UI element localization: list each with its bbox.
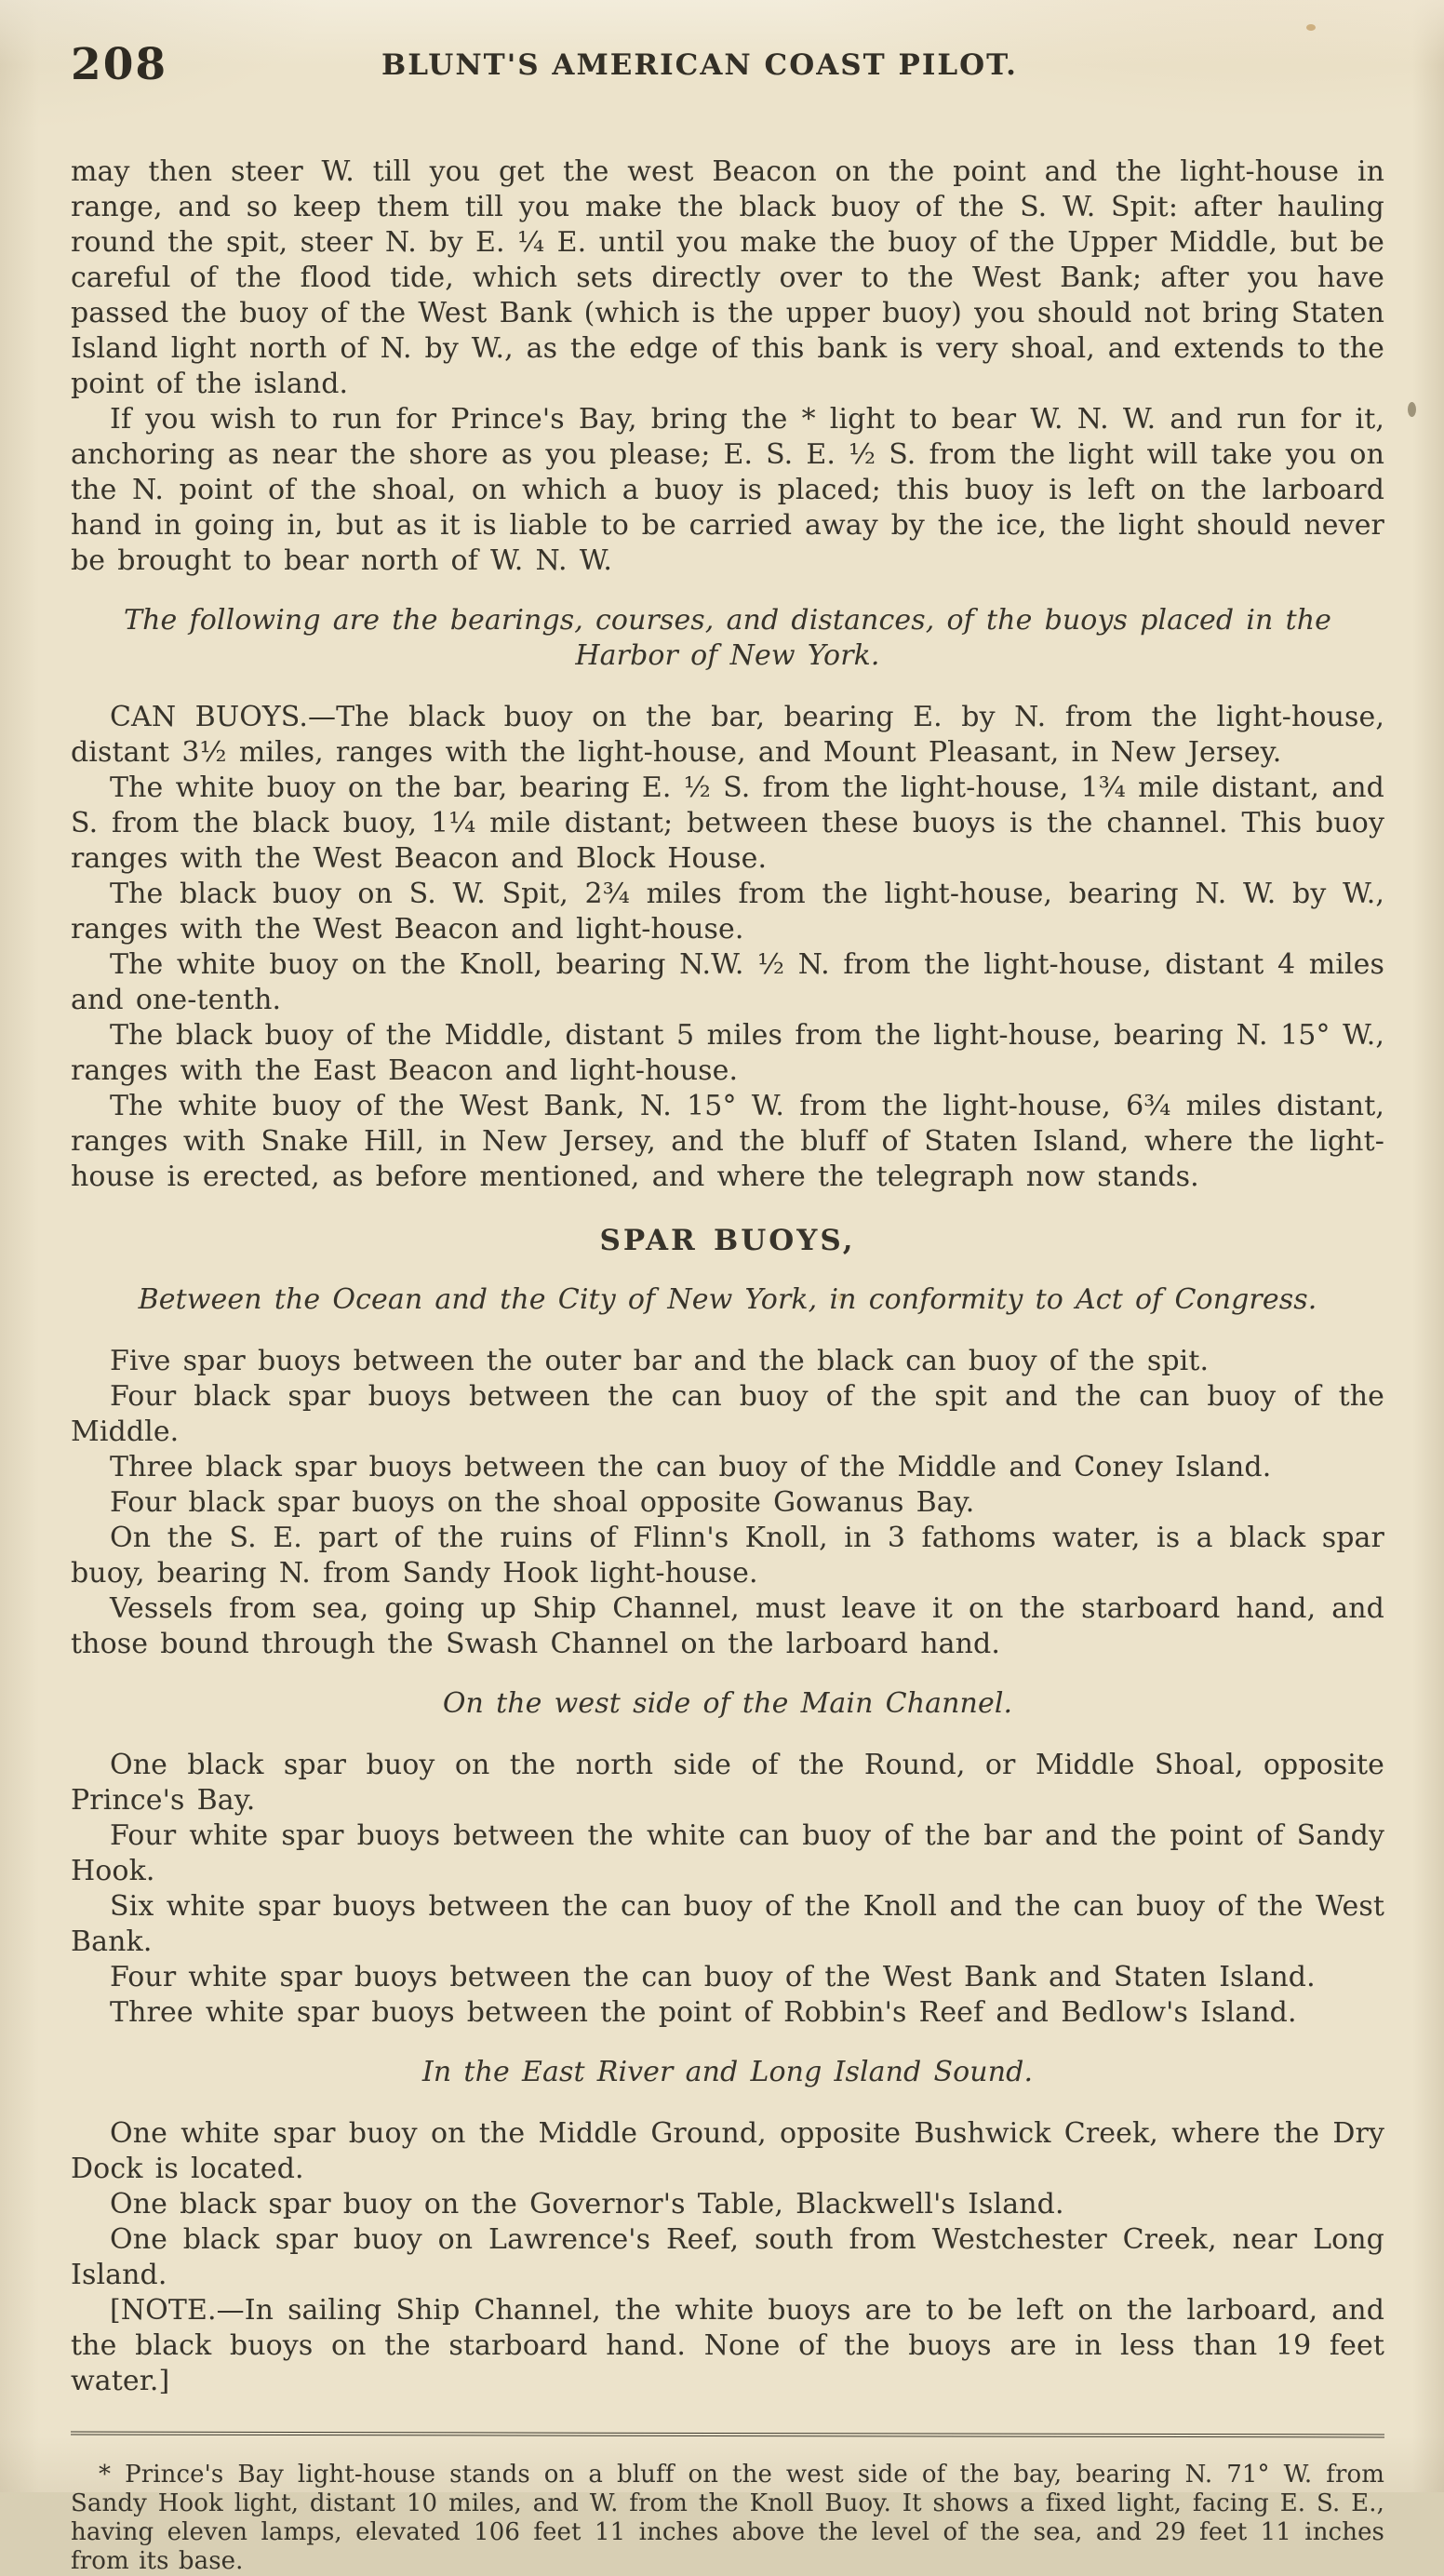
paragraph: Six white spar buoys between the can buoy of the Knoll and the can buoy of the West Bank. <box>71 1890 1384 1958</box>
subsection-heading: Between the Ocean and the City of New York, in conformity to Act of Congress. <box>138 1283 1317 1316</box>
paragraph: Four black spar buoys on the shoal opposite Gowanus Bay. <box>110 1486 975 1519</box>
paragraph: may then steer W. till you get the west Beacon on the point and the light-house in range, and so keep them till you make the black buoy of the S. W. Spit: after hauling round the spit, steer N. by E. ¼ E. until you make the buoy of the Upper Middle, but be careful of the flood tide, which sets directly over to the West Bank; after you have passed the buoy of the West Bank (which is the upper buoy) you should not bring Staten Island light north of N. by W., as the edge of this bank is very shoal, and extends to the point of the island. <box>71 155 1384 400</box>
page-header <box>71 37 1384 95</box>
paragraph: [NOTE.—In sailing Ship Channel, the white buoys are to be left on the larboard, and the black buoys on the starboard hand. None of the buoys are in less than 19 feet water.] <box>71 2294 1384 2397</box>
paragraph: One black spar buoy on the north side of the Round, or Middle Shoal, opposite Prince's Bay. <box>71 1749 1384 1817</box>
paragraph: Four white spar buoys between the can buoy of the West Bank and Staten Island. <box>110 1961 1316 1993</box>
paragraph: Four black spar buoys between the can buoy of the spit and the can buoy of the Middle. <box>71 1380 1384 1448</box>
paragraph: Three white spar buoys between the point of Robbin's Reef and Bedlow's Island. <box>110 1996 1297 2029</box>
paragraph: The white buoy on the bar, bearing E. ½ S. from the light-house, 1¾ mile distant, and S. from the black buoy, 1¼ mile distant; between these buoys is the channel. This buoy ranges with the West Beacon and Block House. <box>71 771 1384 875</box>
paper-blemish <box>1306 24 1316 31</box>
paragraph: The black buoy on S. W. Spit, 2¾ miles from the light-house, bearing N. W. by W., ranges with the West Beacon and light-house. <box>71 878 1384 946</box>
paragraph: One white spar buoy on the Middle Ground, opposite Bushwick Creek, where the Dry Dock is located. <box>71 2117 1384 2185</box>
section-heading: SPAR BUOYS, <box>599 1224 856 1257</box>
paragraph: Four white spar buoys between the white can buoy of the bar and the point of Sandy Hook. <box>71 1819 1384 1887</box>
paragraph: Vessels from sea, going up Ship Channel, must leave it on the starboard hand, and those bound through the Swash Channel on the larboard hand. <box>71 1592 1384 1660</box>
page-content <box>71 154 1384 2576</box>
paragraph: One black spar buoy on the Governor's Table, Blackwell's Island. <box>110 2188 1064 2220</box>
paragraph: If you wish to run for Prince's Bay, bring the * light to bear W. N. W. and run for it, anchoring as near the shore as you please; E. S. E. ½ S. from the light will take you on the N. point of the shoal, on which a buoy is placed; this buoy is left on the larboard hand in going in, but as it is liable to be carried away by the ice, the light should never be brought to bear north of W. N. W. <box>71 403 1384 577</box>
paragraph: CAN BUOYS.—The black buoy on the bar, bearing E. by N. from the light-house, distant 3½ miles, ranges with the light-house, and Mount Pleasant, in New Jersey. <box>71 701 1384 769</box>
paragraph: On the S. E. part of the ruins of Flinn's Knoll, in 3 fathoms water, is a black spar buoy, bearing N. from Sandy Hook light-house. <box>71 1522 1384 1590</box>
paragraph: The white buoy of the West Bank, N. 15° W. from the light-house, 6¾ miles distant, ranges with Snake Hill, in New Jersey, and the bluff of Staten Island, where the light-house is erected, as before mentioned, and where the telegraph now stands. <box>71 1090 1384 1193</box>
paragraph: The white buoy on the Knoll, bearing N.W. ½ N. from the light-house, distant 4 miles and one-tenth. <box>71 948 1384 1016</box>
subsection-heading: In the East River and Long Island Sound. <box>421 2056 1034 2088</box>
paper-blemish <box>1408 402 1416 417</box>
footnote-divider <box>71 2432 1384 2438</box>
page-number: 208 <box>71 39 168 90</box>
subsection-heading: The following are the bearings, courses, and distances, of the buoys placed in the Harbor of New York. <box>124 604 1331 672</box>
paragraph: One black spar buoy on Lawrence's Reef, south from Westchester Creek, near Long Island. <box>71 2223 1384 2291</box>
subsection-heading: On the west side of the Main Channel. <box>442 1687 1013 1720</box>
footnote: * Prince's Bay light-house stands on a bluff on the west side of the bay, bearing N. 71° W. from Sandy Hook light, distant 10 miles, and W. from the Knoll Buoy. It shows a fixed light, facing E. S. E., having eleven lamps, elevated 106 feet 11 inches above the level of the sea, and 29 feet 11 inches from its base. <box>71 2461 1384 2575</box>
paragraph: The black buoy of the Middle, distant 5 miles from the light-house, bearing N. 15° W., ranges with the East Beacon and light-house. <box>71 1019 1384 1087</box>
running-header-title: BLUNT'S AMERICAN COAST PILOT. <box>381 48 1018 82</box>
paragraph: Three black spar buoys between the can buoy of the Middle and Coney Island. <box>110 1451 1272 1483</box>
paragraph: Five spar buoys between the outer bar and the black can buoy of the spit. <box>110 1345 1210 1377</box>
